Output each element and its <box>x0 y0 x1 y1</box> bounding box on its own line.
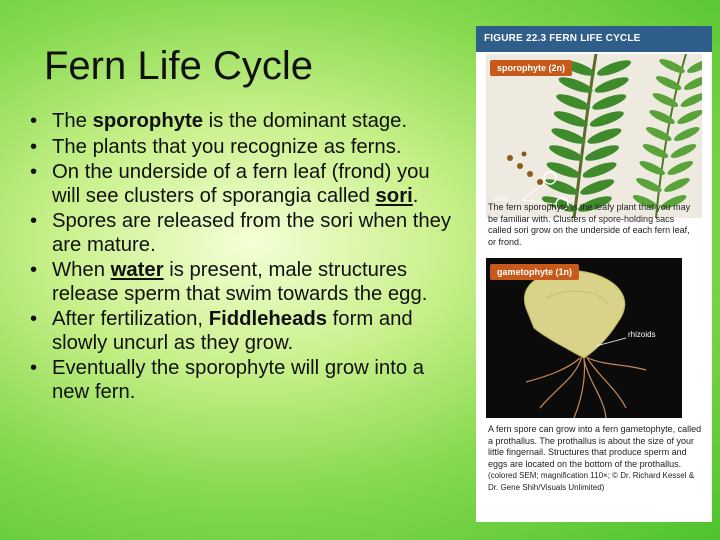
bullet-marker: • <box>30 308 38 330</box>
sporophyte-photo <box>486 54 702 218</box>
sporophyte-tag: sporophyte (2n) <box>490 60 572 76</box>
bullet-marker: • <box>30 135 38 158</box>
bullet-marker: • <box>30 161 38 183</box>
bullet-item: • Spores are released from the sori when they are mature. <box>30 210 452 256</box>
fern-frond-illustration <box>486 54 702 218</box>
bullet-marker: • <box>30 210 38 232</box>
bullet-marker: • <box>30 357 38 379</box>
bullet-item: • On the underside of a fern leaf (frond) you will see clusters of sporangia called sori. <box>30 161 430 207</box>
term-sporophyte: sporophyte <box>92 110 204 132</box>
fern-life-cycle-figure <box>476 26 712 522</box>
gametophyte-photo <box>486 258 682 418</box>
term-sori: sori <box>375 184 413 207</box>
rhizoids-label: rhizoids <box>628 330 656 339</box>
bullet-list <box>30 110 460 406</box>
sori-label: sori <box>494 194 507 203</box>
photo-credit: (colored SEM; magnification 110×; © Dr. Richard Kessel & Dr. Gene Shih/Visuals Unlimited) <box>488 471 695 492</box>
bullet-item: • After fertilization, Fiddleheads form and slowly uncurl as they grow. <box>30 308 413 354</box>
term-water: water <box>110 259 164 281</box>
gametophyte-tag: gametophyte (1n) <box>490 264 579 280</box>
bullet-marker: • <box>30 110 38 132</box>
bullet-item: • The plants that you recognize as ferns. <box>30 135 402 158</box>
slide-title: Fern Life Cycle <box>44 44 313 88</box>
term-fiddleheads: Fiddleheads <box>208 308 328 330</box>
bullet-item: • When water is present, male structures release sperm that swim towards the egg. <box>30 259 428 305</box>
bullet-marker: • <box>30 259 38 281</box>
bullet-item: • Eventually the sporophyte will grow into a new fern. <box>30 357 425 403</box>
gametophyte-caption: A fern spore can grow into a fern gametophyte, called a prothallus. The prothallus is about the size of your little fingernail. Structures that produce sperm and eggs are located on the bottom of the prothallus. (colored SEM; magnification 110×; © Dr. Richard Kessel & Dr. Gene Shih/Visuals Unlimited) <box>488 424 702 492</box>
bullet-item: • The sporophyte is the dominant stage. <box>30 110 408 132</box>
sporophyte-caption: The fern sporophyte is the leafy plant that you may be familiar with. Clusters of spore-holding sacs called sori grow on the underside of each fern leaf, or frond. <box>488 202 691 247</box>
figure-header: FIGURE 22.3 FERN LIFE CYCLE <box>476 26 712 52</box>
